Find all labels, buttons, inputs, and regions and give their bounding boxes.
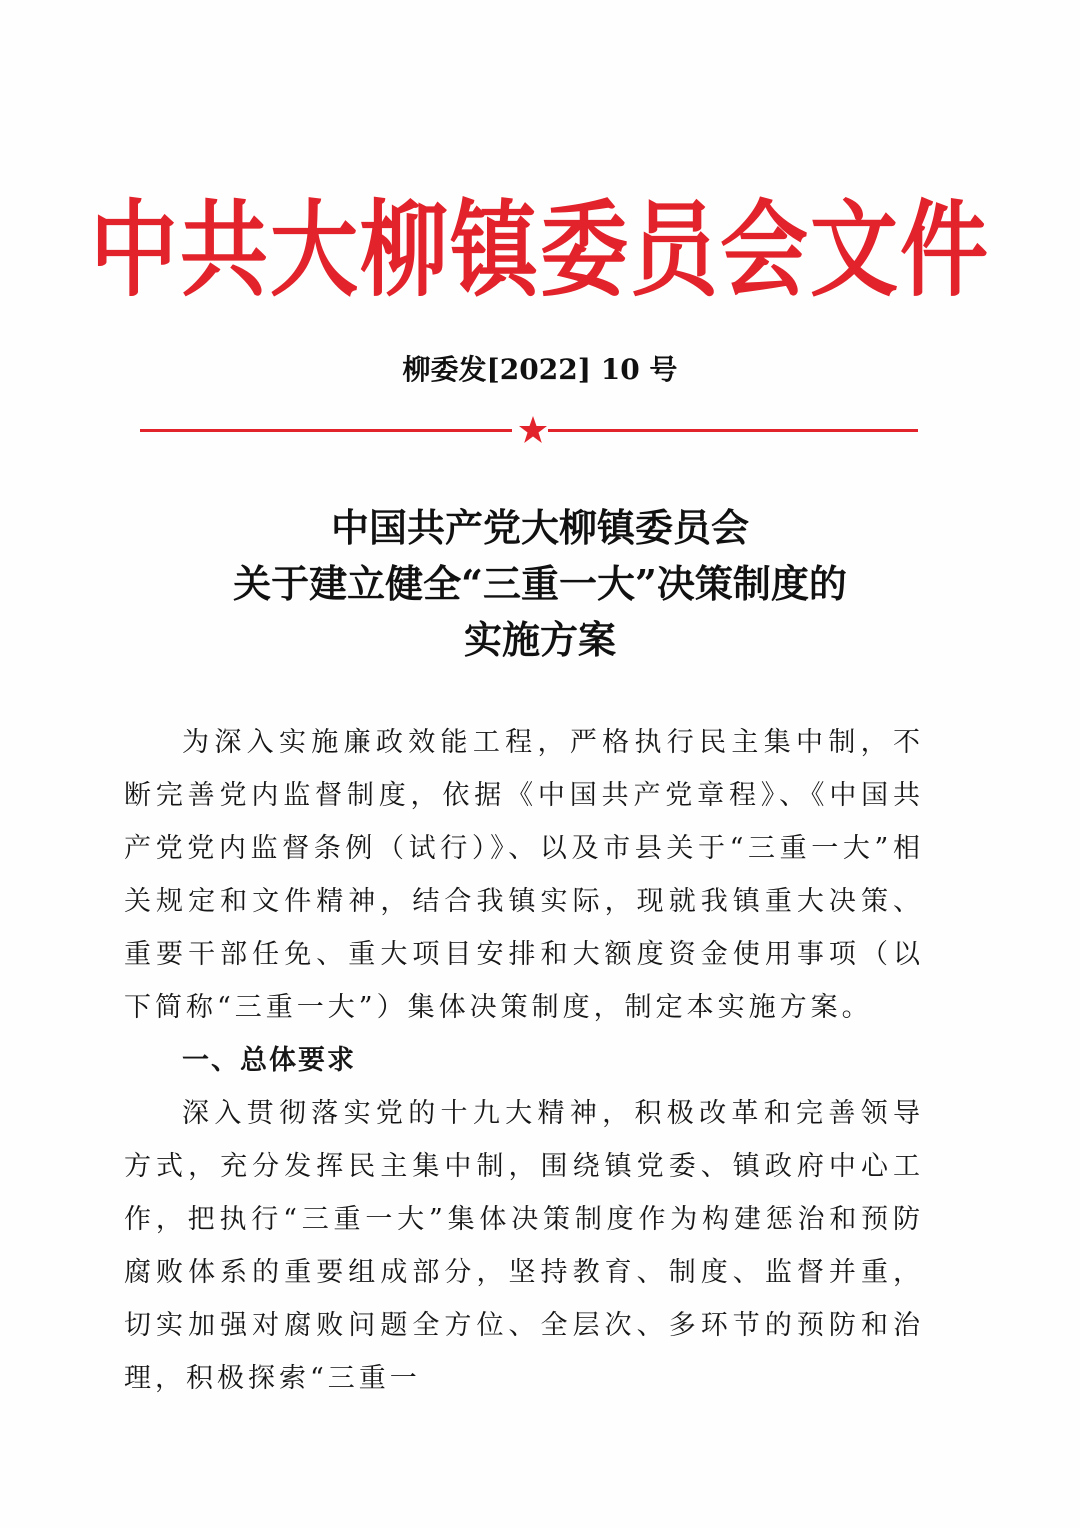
general-requirements-paragraph: 深入贯彻落实党的十九大精神，积极改革和完善领导方式，充分发挥民主集中制，围绕镇党委、镇政府中心工作，把执行“三重一大”集体决策制度作为构建惩治和预防腐败体系的重要组成部分，坚持教育、制度、监督并重，切实加强对腐败问题全方位、全层次、多环节的预防和治理，积极探索“三重一 — [124, 1098, 924, 1394]
document-title — [0, 500, 1080, 668]
intro-paragraph: 为深入实施廉政效能工程，严格执行民主集中制，不断完善党内监督制度，依据《中国共产党章程》、《中国共产党党内监督条例（试行）》、以及市县关于“三重一大”相关规定和文件精神，结合我镇实际，现就我镇重大决策、重要干部任免、重大项目安排和大额度资金使用事项（以下简称“三重一大”）集体决策制度，制定本实施方案。 — [124, 727, 924, 1023]
star-icon — [518, 414, 548, 446]
section-heading-general-requirements: 一、总体要求 — [182, 1045, 356, 1076]
red-header-title: 中共大柳镇委员会文件 — [89, 189, 990, 311]
divider-line-right — [548, 429, 918, 432]
red-divider — [140, 414, 918, 448]
document-body — [124, 716, 924, 1405]
title-line-3: 实施方案 — [463, 617, 616, 662]
divider-line-left — [140, 429, 512, 432]
title-line-2: 关于建立健全“三重一大”决策制度的 — [233, 561, 847, 606]
title-line-1: 中国共产党大柳镇委员会 — [330, 505, 749, 550]
document-number: 柳委发[2022] 10 号 — [402, 353, 678, 386]
